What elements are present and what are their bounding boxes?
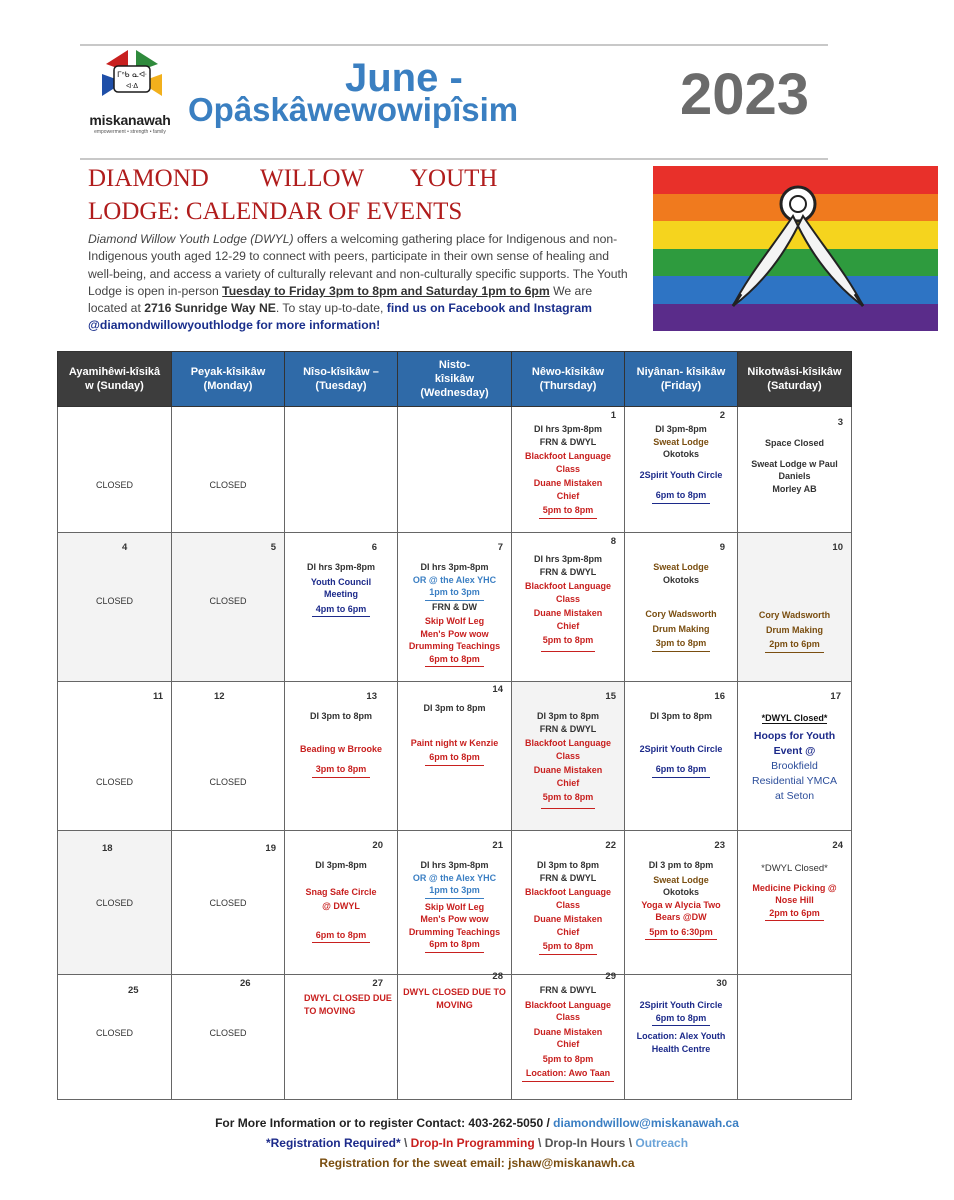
month-cree-title: Opâskâwewowipîsim [188, 91, 519, 128]
logo-tagline: empowerment • strength • family [94, 129, 166, 135]
header-friday: Niyânan- kîsikâw (Friday) [625, 352, 738, 407]
header-tuesday: Nîso-kîsikâw – (Tuesday) [285, 352, 398, 407]
day-cell-3: 3 Space Closed Sweat Lodge w Paul Daniels Morley AB [738, 407, 852, 533]
year-title: 2023 [680, 62, 810, 127]
day-cell-13: 13 DI 3pm to 8pm Beading w Brrooke 3pm to 8pm [285, 682, 398, 831]
day-cell-4: 4 CLOSED [58, 533, 172, 682]
week-row [58, 975, 852, 1100]
footer-legend: *Registration Required* \ Drop-In Programming \ Drop-In Hours \ Outreach [265, 1136, 689, 1150]
footer-sweat-registration: Registration for the sweat email: jshaw@miskanawh.ca [319, 1156, 635, 1170]
month-title: June - [345, 56, 463, 100]
day-cell-20: 20 DI 3pm-8pm Snag Safe Circle @ DWYL 6pm to 8pm [285, 831, 398, 975]
day-cell-26: 26 CLOSED [172, 975, 285, 1100]
week-row [58, 831, 852, 975]
day-cell-21: 21 DI hrs 3pm-8pm OR @ the Alex YHC 1pm to 3pm Skip Wolf Leg Men's Pow wow Drumming Teachings 6pm to 8pm [398, 831, 512, 975]
lodge-title-line2: LODGE: CALENDAR OF EVENTS [88, 198, 463, 225]
day-cell-11: 11 CLOSED [58, 682, 172, 831]
header-wednesday: Nisto- kîsikâw (Wednesday) [398, 352, 512, 407]
day-cell-16: 16 DI 3pm to 8pm 2Spirit Youth Circle 6pm to 8pm [625, 682, 738, 831]
intro-paragraph: Diamond Willow Youth Lodge (DWYL) offers a welcoming gathering place for Indigenous and non-Indigenous youth aged 12-29 to connect with peers, participate in their own sense of healing and well-being, and access a variety of culturally relevant and non-culturally specific supports. The Youth Lodge is open in-person Tuesday to Friday 3pm to 8pm and Saturday 1pm to 6pm We are located at 2716 Sunridge Way NE. To stay up-to-date, find us on Facebook and Instagram @diamondwillowyouthlodge for more information! [88, 232, 628, 333]
week-row [58, 682, 852, 831]
day-cell-29: 29 FRN & DWYL Blackfoot Language Class Duane Mistaken Chief 5pm to 8pm Location: Awo Taan [512, 975, 625, 1100]
day-cell-12: 12 CLOSED [172, 682, 285, 831]
header-sunday: Ayamihêwi-kîsikâ w (Sunday) [58, 352, 172, 407]
svg-text:ᒥᐢᑲ ᓇᐘ: ᒥᐢᑲ ᓇᐘ [116, 70, 148, 79]
day-cell-27: 27 DWYL CLOSED DUE TO MOVING [285, 975, 398, 1100]
day-cell-1: 1 DI hrs 3pm-8pm FRN & DWYL Blackfoot Language Class Duane Mistaken Chief 5pm to 8pm [512, 407, 625, 533]
header-rule [80, 158, 828, 160]
svg-text:ᐊᐧᐃ: ᐊᐧᐃ [126, 82, 138, 90]
day-cell-18: 18 CLOSED [58, 831, 172, 975]
day-cell-7: 7 DI hrs 3pm-8pm OR @ the Alex YHC 1pm to 3pm FRN & DW Skip Wolf Leg Men's Pow wow Drumming Teachings 6pm to 8pm [398, 533, 512, 682]
logo-name: miskanawah [89, 112, 171, 128]
header-saturday: Nikotwâsi-kîsikâw (Saturday) [738, 352, 852, 407]
header-thursday: Nêwo-kîsikâw (Thursday) [512, 352, 625, 407]
day-cell-empty [285, 407, 398, 533]
day-cell-23: 23 DI 3 pm to 8pm Sweat Lodge Okotoks Yoga w Alycia Two Bears @DW 5pm to 6:30pm [625, 831, 738, 975]
day-cell-14: 14 DI 3pm to 8pm Paint night w Kenzie 6pm to 8pm [398, 682, 512, 831]
day-cell-24: 24 *DWYL Closed* Medicine Picking @ Nose Hill 2pm to 6pm [738, 831, 852, 975]
week-row [58, 533, 852, 682]
week-row [58, 407, 852, 533]
header-monday: Peyak-kîsikâw (Monday) [172, 352, 285, 407]
day-cell-6: 6 DI hrs 3pm-8pm Youth Council Meeting 4pm to 6pm [285, 533, 398, 682]
day-cell-empty [738, 975, 852, 1100]
day-cell-empty [398, 407, 512, 533]
day-cell-17: 17 *DWYL Closed* Hoops for Youth Event @ Brookfield Residential YMCA at Seton [738, 682, 852, 831]
two-spirit-flag-image [653, 166, 938, 331]
weekday-header-row [58, 352, 852, 407]
day-cell-10: 10 Cory Wadsworth Drum Making 2pm to 6pm [738, 533, 852, 682]
lodge-title-line1: DIAMOND WILLOW YOUTH [88, 165, 498, 192]
day-cell-28: 28 DWYL CLOSED DUE TO MOVING [398, 975, 512, 1100]
day-cell-8: 8 DI hrs 3pm-8pm FRN & DWYL Blackfoot Language Class Duane Mistaken Chief 5pm to 8pm [512, 533, 625, 682]
day-cell-2: 2 DI 3pm-8pm Sweat Lodge Okotoks 2Spirit Youth Circle 6pm to 8pm [625, 407, 738, 533]
top-rule [80, 44, 828, 46]
day-cell-25: 25 CLOSED [58, 975, 172, 1100]
email-link[interactable]: diamondwillow@miskanawah.ca [553, 1116, 739, 1130]
day-cell-empty: CLOSED [172, 407, 285, 533]
day-cell-19: 19 CLOSED [172, 831, 285, 975]
day-cell-9: 9 Sweat Lodge Okotoks Cory Wadsworth Drum Making 3pm to 8pm [625, 533, 738, 682]
footer-contact: For More Information or to register Contact: 403-262-5050 / diamondwillow@miskanawah.ca [215, 1116, 739, 1130]
day-cell-30: 30 2Spirit Youth Circle 6pm to 8pm Location: Alex Youth Health Centre [625, 975, 738, 1100]
day-cell-22: 22 DI 3pm to 8pm FRN & DWYL Blackfoot Language Class Duane Mistaken Chief 5pm to 8pm [512, 831, 625, 975]
day-cell-empty: CLOSED [58, 407, 172, 533]
day-cell-15: 15 DI 3pm to 8pm FRN & DWYL Blackfoot Language Class Duane Mistaken Chief 5pm to 8pm [512, 682, 625, 831]
events-calendar [57, 351, 852, 1100]
day-cell-5: 5 CLOSED [172, 533, 285, 682]
